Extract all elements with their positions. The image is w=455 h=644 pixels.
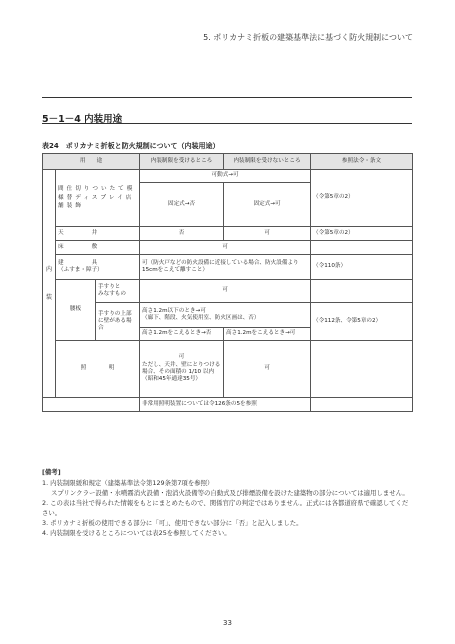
col-header-restricted: 内装制限を受けるところ xyxy=(140,154,224,170)
table-header-row xyxy=(43,154,413,170)
row-sub-waist: 手すりの上部に壁がある場合 xyxy=(96,303,140,341)
cell-partition-movable: 可動式→可 xyxy=(140,170,311,183)
table-row-partition xyxy=(43,170,413,183)
cell-partition-restricted: 固定式→否 xyxy=(140,183,224,227)
table-caption: 表24 ポリカナミ折板と防火規制について（内装用途） xyxy=(42,142,220,150)
row-name-handrail: 手すりと みなすもの xyxy=(96,280,140,303)
cell-ceiling-unrestricted: 可 xyxy=(224,227,311,241)
notes-heading: [備考] xyxy=(42,468,61,476)
section-title: 5－1－4 内装用途 xyxy=(42,114,123,125)
cell-emergency-light: 非常用照明装置については令126条の5を参照 xyxy=(140,398,311,412)
cell-waist-ref: （令112条、令第5章の2） xyxy=(311,303,413,341)
page-number: 33 xyxy=(223,619,232,627)
table-row-handrail xyxy=(43,280,413,303)
notes-section xyxy=(42,468,414,538)
table-row-floor xyxy=(43,241,413,255)
note-item: 2. この表は当社で得られた情報をもとにまとめたもので、関係官庁の判定ではありません。正式には各都道府県で確認してください。 xyxy=(42,498,409,517)
header-rule xyxy=(42,97,412,98)
cell-fittings-value: 可（防火戸などの防火設備に近接している場合、防火設備より15cmをこえて離すこと） xyxy=(140,255,311,280)
cell-partition-unrestricted: 固定式→可 xyxy=(224,183,311,227)
cell-lighting-unrestricted: 可 xyxy=(224,341,311,398)
note-item: 1. 内装制限緩和規定（建築基準法令第129条第7項を参照） xyxy=(42,478,214,487)
table-row-fittings xyxy=(43,255,413,280)
col-header-use: 用 途 xyxy=(43,154,140,170)
interior-fire-regulation-table xyxy=(42,153,413,412)
cell-waist-under: 高さ1.2m以下のとき→可 （廊下、階段、火気使用室、防火区画は、否） xyxy=(140,303,311,328)
row-name-fittings: 建 具 （ふすま・障子） xyxy=(56,255,140,280)
col-header-unrestricted: 内装制限を受けないところ xyxy=(224,154,311,170)
section-rule xyxy=(42,123,412,124)
cell-ceiling-ref: （令第5章の2） xyxy=(311,227,413,241)
cell-floor-value: 可 xyxy=(140,241,311,255)
side-label-interior: 内 装 xyxy=(43,170,56,398)
note-item: 4. 内装制限を受けるところについては表25を参照してください。 xyxy=(42,528,231,537)
table-row-emergency-light xyxy=(43,398,413,412)
row-name-floor: 床 敷 xyxy=(56,241,140,255)
cell-handrail-value: 可 xyxy=(140,280,311,303)
cell-waist-over-restricted: 高さ1.2mをこえるとき→否 xyxy=(140,328,224,341)
col-header-reference: 参照法令・条文 xyxy=(311,154,413,170)
running-header: 5. ポリカナミ折板の建築基準法に基づく防火規制について xyxy=(203,33,413,42)
cell-partition-ref: （令第5章の2） xyxy=(311,170,413,227)
note-item: 3. ポリカナミ折板の使用できる部分に「可」、使用できない部分に「否」と記入しました。 xyxy=(42,518,303,527)
cell-waist-over-unrestricted: 高さ1.2mをこえるとき→可 xyxy=(224,328,311,341)
row-name-partition: 間仕切りついたて模様替ディスプレイ店舗装飾 xyxy=(56,170,140,227)
table-row-lighting xyxy=(43,341,413,398)
row-name-lighting: 照 明 xyxy=(56,341,140,398)
table-row-waist xyxy=(43,303,413,328)
cell-ceiling-restricted: 否 xyxy=(140,227,224,241)
cell-lighting-restricted: 可 ただし、天井、壁にとりつける場合、その面積の 1/10 以内 （昭和45年通達35号） xyxy=(140,341,224,398)
cell-fittings-ref: （令110条） xyxy=(311,255,413,280)
table-row-ceiling xyxy=(43,227,413,241)
row-name-waist: 腰板 xyxy=(56,280,96,341)
note-item: スプリンクラー設備・水噴霧消火設備・泡消火設備等の自動式及び排煙設備を設けた建築物の部分については適用しません。 xyxy=(51,488,409,497)
row-name-ceiling: 天 井 xyxy=(56,227,140,241)
